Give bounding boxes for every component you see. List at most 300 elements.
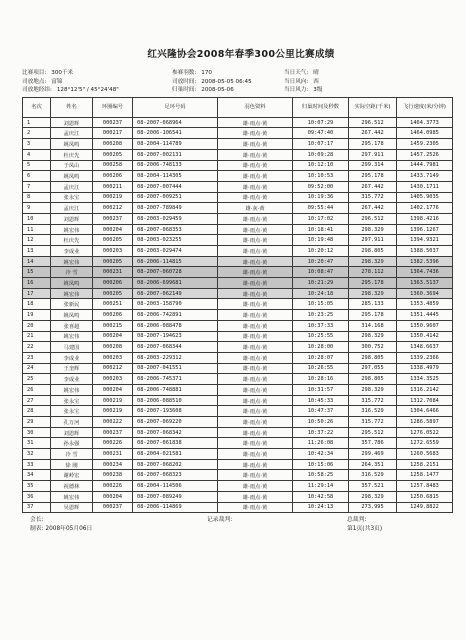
cell-time: 10:10:53 xyxy=(293,171,349,182)
cell-name: 孟庆江 xyxy=(51,181,93,192)
cell-tag: 000231 xyxy=(93,267,133,278)
cell-name: 李成业 xyxy=(51,246,93,257)
cell-tag: 000203 xyxy=(93,374,133,385)
cell-distance: 298.329 xyxy=(349,224,397,235)
cell-name: 冷 雪 xyxy=(51,267,93,278)
cell-rank: 33 xyxy=(23,459,51,470)
cell-rank: 1 xyxy=(23,117,51,128)
cell-name: 孙永强 xyxy=(51,438,93,449)
table-row xyxy=(23,299,453,310)
table-row xyxy=(23,470,453,481)
cell-ring: 08-2007-060728 xyxy=(133,267,218,278)
cell-tag: 000206 xyxy=(93,171,133,182)
cell-ring: 08-2006-106541 xyxy=(133,128,218,139)
table-row xyxy=(23,352,453,363)
table-row xyxy=(23,192,453,203)
cell-feather: 雄·雨点·黄 xyxy=(218,246,293,257)
cell-name: 王奎辉 xyxy=(51,363,93,374)
cell-speed: 1276.0522 xyxy=(397,427,453,438)
cell-rank: 18 xyxy=(23,299,51,310)
cell-speed: 1433.7149 xyxy=(397,171,453,182)
table-row xyxy=(23,171,453,182)
cell-feather: 雄·雨点·黄 xyxy=(218,310,293,321)
cell-time: 10:42:34 xyxy=(293,449,349,460)
race-info-row-1 xyxy=(22,69,456,78)
cell-rank: 17 xyxy=(23,288,51,299)
cell-name: 张永宝 xyxy=(51,406,93,417)
cell-distance: 278.112 xyxy=(349,267,397,278)
cell-feather: 雄·雨点·黄 xyxy=(218,352,293,363)
cell-distance: 295.178 xyxy=(349,139,397,150)
cell-distance: 299.314 xyxy=(349,160,397,171)
cell-tag: 000219 xyxy=(93,192,133,203)
cell-name: 杜庆先 xyxy=(51,149,93,160)
cell-tag: 000231 xyxy=(93,449,133,460)
cell-tag: 000208 xyxy=(93,342,133,353)
cell-time: 10:08:47 xyxy=(293,267,349,278)
cell-tag: 000237 xyxy=(93,213,133,224)
cell-rank: 30 xyxy=(23,427,51,438)
cell-time: 10:37:33 xyxy=(293,320,349,331)
cell-ring: 08-2006-114869 xyxy=(133,502,218,513)
cell-name: 张永宝 xyxy=(51,192,93,203)
cell-tag: 000219 xyxy=(93,395,133,406)
cell-name: 李成业 xyxy=(51,374,93,385)
table-row xyxy=(23,395,453,406)
cell-distance: 267.442 xyxy=(349,128,397,139)
cell-feather: 雄·雨点·黄 xyxy=(218,192,293,203)
bird-count-value: 170 xyxy=(201,70,212,76)
cell-ring: 08-2004-114305 xyxy=(133,171,218,182)
cell-tag: 000237 xyxy=(93,502,133,513)
wind-direction-value: 西 xyxy=(313,78,319,85)
cell-feather: 雄·雨点·黄 xyxy=(218,470,293,481)
cell-distance: 298.329 xyxy=(349,331,397,342)
cell-speed: 1304.6466 xyxy=(397,406,453,417)
release-site-label: 司放地点: xyxy=(22,78,47,85)
cell-name: 于凤山 xyxy=(51,160,93,171)
cell-name: 姚宏伟 xyxy=(51,256,93,267)
cell-name: 张喜超 xyxy=(51,320,93,331)
cell-time: 11:29:14 xyxy=(293,481,349,492)
cell-speed: 1394.9321 xyxy=(397,235,453,246)
cell-time: 10:12:10 xyxy=(293,160,349,171)
cell-tag: 000203 xyxy=(93,246,133,257)
release-site-value: 富锦 xyxy=(51,78,63,85)
cell-distance: 298.329 xyxy=(349,256,397,267)
cell-feather: 雄·雨点·黄 xyxy=(218,224,293,235)
table-row xyxy=(23,278,453,289)
cell-time: 10:20:47 xyxy=(293,256,349,267)
cell-time: 10:26:55 xyxy=(293,363,349,374)
weather-label: 当日天气: xyxy=(284,70,309,76)
cell-distance: 298.805 xyxy=(349,352,397,363)
cell-rank: 5 xyxy=(23,160,51,171)
cell-name: 冷 雪 xyxy=(51,449,93,460)
cell-ring: 08-2006-742891 xyxy=(133,310,218,321)
cell-ring: 08-2006-088478 xyxy=(133,320,218,331)
cell-feather: 雄·雨点·黄 xyxy=(218,139,293,150)
cell-time: 10:15:06 xyxy=(293,459,349,470)
cell-distance: 297.911 xyxy=(349,235,397,246)
header-distance: 实际空距(千米) xyxy=(349,97,397,117)
table-row xyxy=(23,267,453,278)
cell-speed: 1388.5037 xyxy=(397,246,453,257)
cell-speed: 1459.2305 xyxy=(397,139,453,150)
cell-time: 10:09:28 xyxy=(293,149,349,160)
cell-time: 10:19:48 xyxy=(293,235,349,246)
cell-feather: 雄·雨点·黄 xyxy=(218,149,293,160)
cell-rank: 15 xyxy=(23,267,51,278)
cell-time: 11:26:08 xyxy=(293,438,349,449)
cell-rank: 32 xyxy=(23,449,51,460)
page-indicator: 第1页(共3页) xyxy=(347,526,383,533)
cell-speed: 1457.2526 xyxy=(397,149,453,160)
cell-ring: 08-2007-089249 xyxy=(133,491,218,502)
cell-speed: 1338.4979 xyxy=(397,363,453,374)
cell-speed: 1348.6637 xyxy=(397,342,453,353)
cell-speed: 1258.2151 xyxy=(397,459,453,470)
race-info-row-2 xyxy=(22,78,456,87)
cell-speed: 1257.8483 xyxy=(397,481,453,492)
tabulator-label: 制表: xyxy=(30,526,44,533)
header-rank: 名次 xyxy=(23,97,51,117)
cell-rank: 36 xyxy=(23,491,51,502)
cell-name: 姚凤鸣 xyxy=(51,310,93,321)
cell-time: 10:17:02 xyxy=(293,213,349,224)
cell-tag: 000234 xyxy=(93,459,133,470)
cell-tag: 000237 xyxy=(93,117,133,128)
cell-tag: 000219 xyxy=(93,406,133,417)
cell-speed: 1360.3694 xyxy=(397,288,453,299)
table-row xyxy=(23,406,453,417)
cell-speed: 1364.7436 xyxy=(397,267,453,278)
table-row xyxy=(23,235,453,246)
cell-feather: 雄·雨点·黄 xyxy=(218,267,293,278)
cell-feather: 雄·雨点·黄 xyxy=(218,256,293,267)
cell-ring: 08-2007-068353 xyxy=(133,224,218,235)
cell-ring: 08-2007-062149 xyxy=(133,288,218,299)
cell-time: 10:07:17 xyxy=(293,139,349,150)
cell-feather: 雄·雨点·黄 xyxy=(218,331,293,342)
table-row xyxy=(23,181,453,192)
table-row xyxy=(23,502,453,513)
cell-rank: 10 xyxy=(23,213,51,224)
cell-speed: 1353.4859 xyxy=(397,299,453,310)
cell-tag: 000217 xyxy=(93,128,133,139)
table-row xyxy=(23,449,453,460)
cell-name: 刘恩辉 xyxy=(51,117,93,128)
cell-distance: 295.178 xyxy=(349,278,397,289)
cell-speed: 1396.1267 xyxy=(397,224,453,235)
table-row xyxy=(23,491,453,502)
cell-feather: 雄·雨点·黄 xyxy=(218,481,293,492)
cell-name: 谢岭宏 xyxy=(51,470,93,481)
cell-distance: 315.772 xyxy=(349,395,397,406)
header-ring: 足环号码 xyxy=(133,97,218,117)
cell-rank: 16 xyxy=(23,278,51,289)
cell-rank: 29 xyxy=(23,417,51,428)
cell-distance: 285.133 xyxy=(349,299,397,310)
cell-speed: 1249.8822 xyxy=(397,502,453,513)
cell-distance: 357.786 xyxy=(349,438,397,449)
cell-rank: 11 xyxy=(23,224,51,235)
cell-rank: 8 xyxy=(23,192,51,203)
cell-tag: 000205 xyxy=(93,256,133,267)
leader-label: 会长: xyxy=(30,517,44,524)
cell-rank: 28 xyxy=(23,406,51,417)
cell-name: 孟庆江 xyxy=(51,128,93,139)
cell-tag: 000212 xyxy=(93,203,133,214)
table-row xyxy=(23,342,453,353)
table-row xyxy=(23,481,453,492)
cell-time: 10:58:25 xyxy=(293,470,349,481)
cell-name: 孟庆江 xyxy=(51,203,93,214)
table-row xyxy=(23,213,453,224)
cell-ring: 08-2007-041551 xyxy=(133,363,218,374)
table-row xyxy=(23,139,453,150)
cell-tag: 000208 xyxy=(93,139,133,150)
cell-rank: 27 xyxy=(23,395,51,406)
cell-distance: 298.329 xyxy=(349,288,397,299)
cell-tag: 000204 xyxy=(93,491,133,502)
cell-ring: 08-2007-789849 xyxy=(133,203,218,214)
cell-time: 10:19:36 xyxy=(293,192,349,203)
cell-rank: 4 xyxy=(23,149,51,160)
cell-distance: 296.512 xyxy=(349,213,397,224)
cell-ring: 08-2007-061838 xyxy=(133,438,218,449)
header-color: 羽色资料 xyxy=(218,97,293,117)
cell-distance: 264.351 xyxy=(349,459,397,470)
cell-ring: 08-2006-748881 xyxy=(133,384,218,395)
table-row xyxy=(23,224,453,235)
cell-tag: 000237 xyxy=(93,427,133,438)
cell-rank: 21 xyxy=(23,331,51,342)
cell-name: 姚宏伟 xyxy=(51,491,93,502)
cell-speed: 1382.5396 xyxy=(397,256,453,267)
cell-speed: 1312.7084 xyxy=(397,395,453,406)
race-info xyxy=(22,69,456,95)
cell-time: 10:18:41 xyxy=(293,224,349,235)
cell-name: 刘恩辉 xyxy=(51,427,93,438)
cell-ring: 08-2006-088510 xyxy=(133,395,218,406)
chief-label: 总裁判: xyxy=(347,517,367,524)
cell-time: 10:50:26 xyxy=(293,417,349,428)
cell-rank: 9 xyxy=(23,203,51,214)
cell-rank: 22 xyxy=(23,342,51,353)
cell-name: 李成业 xyxy=(51,352,93,363)
cell-feather: 雄·雨点·黄 xyxy=(218,449,293,460)
table-row xyxy=(23,384,453,395)
cell-rank: 14 xyxy=(23,256,51,267)
cell-rank: 7 xyxy=(23,181,51,192)
cell-ring: 08-2007-009251 xyxy=(133,192,218,203)
cell-rank: 13 xyxy=(23,246,51,257)
cell-rank: 25 xyxy=(23,374,51,385)
cell-distance: 267.442 xyxy=(349,181,397,192)
cell-ring: 08-2007-068344 xyxy=(133,342,218,353)
cell-feather: 雄·雨点·黄 xyxy=(218,459,293,470)
cell-tag: 000204 xyxy=(93,331,133,342)
cell-time: 10:15:05 xyxy=(293,299,349,310)
cell-name: 祝德林 xyxy=(51,481,93,492)
cell-tag: 000204 xyxy=(93,384,133,395)
cell-rank: 12 xyxy=(23,235,51,246)
cell-name: 张永宝 xyxy=(51,395,93,406)
cell-feather: 雄·雨点·黄 xyxy=(218,160,293,171)
cell-tag: 000226 xyxy=(93,481,133,492)
table-row xyxy=(23,117,453,128)
signature-footer xyxy=(22,516,456,534)
cell-ring: 08-2006-748133 xyxy=(133,160,218,171)
cell-time: 10:20:12 xyxy=(293,246,349,257)
cell-ring: 08-2007-068202 xyxy=(133,459,218,470)
table-row xyxy=(23,160,453,171)
cell-distance: 296.512 xyxy=(349,117,397,128)
table-row xyxy=(23,374,453,385)
cell-feather: 雄·雨点·黄 xyxy=(218,406,293,417)
cell-speed: 1339.2366 xyxy=(397,352,453,363)
cell-time: 10:07:29 xyxy=(293,117,349,128)
cell-ring: 08-2006-114815 xyxy=(133,256,218,267)
cell-feather: 雄·雨点·黄 xyxy=(218,235,293,246)
cell-ring: 08-2007-068964 xyxy=(133,117,218,128)
cell-time: 10:28:00 xyxy=(293,342,349,353)
table-row xyxy=(23,459,453,470)
cell-distance: 300.752 xyxy=(349,342,397,353)
cell-name: 姚凤鸣 xyxy=(51,278,93,289)
cell-speed: 1272.6559 xyxy=(397,438,453,449)
cell-distance: 295.178 xyxy=(349,171,397,182)
cell-distance: 298.805 xyxy=(349,374,397,385)
cell-name: 徐 刚 xyxy=(51,459,93,470)
cell-time: 10:21:29 xyxy=(293,278,349,289)
release-time-value: 2008-05-05 06:45 xyxy=(201,78,252,85)
cell-time: 10:24:13 xyxy=(293,502,349,513)
cell-name: 姚宏伟 xyxy=(51,384,93,395)
cell-rank: 24 xyxy=(23,363,51,374)
weather-value: 晴 xyxy=(313,70,319,76)
cell-time: 10:28:16 xyxy=(293,374,349,385)
table-row xyxy=(23,320,453,331)
coordinates-value: 128°12'5" / 45°24'48" xyxy=(56,87,119,94)
cell-tag: 000206 xyxy=(93,310,133,321)
cell-distance: 298.329 xyxy=(349,384,397,395)
cell-rank: 35 xyxy=(23,481,51,492)
header-time: 归巢时间及秒数 xyxy=(293,97,349,117)
cell-ring: 08-2007-068323 xyxy=(133,470,218,481)
cell-tag: 000203 xyxy=(93,352,133,363)
cell-feather: 雄·雨点·黄 xyxy=(218,299,293,310)
cell-tag: 000251 xyxy=(93,299,133,310)
cell-distance: 298.329 xyxy=(349,491,397,502)
cell-rank: 23 xyxy=(23,352,51,363)
cell-name: 姚凤鸣 xyxy=(51,171,93,182)
cell-time: 10:25:55 xyxy=(293,331,349,342)
cell-rank: 3 xyxy=(23,139,51,150)
cell-time: 10:24:18 xyxy=(293,288,349,299)
cell-ring: 08-2003-029474 xyxy=(133,246,218,257)
cell-distance: 297.055 xyxy=(349,363,397,374)
cell-tag: 000204 xyxy=(93,224,133,235)
cell-ring: 08-2003-023255 xyxy=(133,235,218,246)
cell-feather: 雄·雨点·黄 xyxy=(218,128,293,139)
cell-speed: 1334.3525 xyxy=(397,374,453,385)
cell-feather: 雄·灰·黄 xyxy=(218,203,293,214)
cell-feather: 雄·雨点·黄 xyxy=(218,288,293,299)
cell-feather: 雄·雨点·黄 xyxy=(218,278,293,289)
cell-speed: 1444.7981 xyxy=(397,160,453,171)
cell-ring: 08-2007-069220 xyxy=(133,417,218,428)
cell-speed: 1430.1711 xyxy=(397,181,453,192)
cell-tag: 000212 xyxy=(93,363,133,374)
cell-speed: 1260.5683 xyxy=(397,449,453,460)
cell-ring: 08-2006-699681 xyxy=(133,278,218,289)
cell-speed: 1363.5137 xyxy=(397,278,453,289)
cell-time: 10:45:33 xyxy=(293,395,349,406)
cell-distance: 299.469 xyxy=(349,449,397,460)
cell-rank: 6 xyxy=(23,171,51,182)
cell-rank: 2 xyxy=(23,128,51,139)
cell-speed: 1350.9607 xyxy=(397,320,453,331)
cell-rank: 19 xyxy=(23,310,51,321)
cell-name: 孔万河 xyxy=(51,417,93,428)
cell-speed: 1402.1776 xyxy=(397,203,453,214)
cell-name: 吴恩辉 xyxy=(51,502,93,513)
cell-distance: 315.772 xyxy=(349,192,397,203)
cell-name: 姚宏伟 xyxy=(51,224,93,235)
cell-tag: 000226 xyxy=(93,438,133,449)
cell-feather: 雄·雨点·黄 xyxy=(218,320,293,331)
table-row xyxy=(23,417,453,428)
cell-ring: 08-2004-114506 xyxy=(133,481,218,492)
cell-feather: 雄·雨点·黄 xyxy=(218,384,293,395)
table-row xyxy=(23,438,453,449)
return-date-value: 2008-05-06 xyxy=(201,87,234,94)
bird-count-label: 参赛羽数: xyxy=(172,70,197,76)
table-row xyxy=(23,310,453,321)
results-table xyxy=(22,97,453,513)
cell-speed: 1464.3773 xyxy=(397,117,453,128)
cell-ring: 08-2006-745371 xyxy=(133,374,218,385)
cell-distance: 315.772 xyxy=(349,417,397,428)
wind-force-value: 3级 xyxy=(313,87,323,94)
cell-feather: 雄·雨点·黄 xyxy=(218,117,293,128)
return-date-label: 归巢时间: xyxy=(172,87,197,94)
cell-ring: 08-2007-002131 xyxy=(133,149,218,160)
cell-name: 姚宏伟 xyxy=(51,288,93,299)
cell-time: 10:37:22 xyxy=(293,427,349,438)
header-tag: 环圈编号 xyxy=(93,97,133,117)
cell-ring: 08-2007-007444 xyxy=(133,181,218,192)
table-row xyxy=(23,363,453,374)
cell-distance: 316.529 xyxy=(349,470,397,481)
cell-speed: 1250.6815 xyxy=(397,491,453,502)
cell-feather: 雄·雨点·黄 xyxy=(218,342,293,353)
cell-ring: 08-2004-114789 xyxy=(133,139,218,150)
cell-rank: 26 xyxy=(23,384,51,395)
cell-rank: 34 xyxy=(23,470,51,481)
recorder-label: 记录裁判: xyxy=(207,517,233,524)
cell-name: 杜庆先 xyxy=(51,235,93,246)
document-title: 红兴隆协会2008年春季300公里比赛成绩 xyxy=(147,49,335,60)
release-time-label: 司放时间: xyxy=(172,78,197,85)
cell-time: 10:31:57 xyxy=(293,384,349,395)
table-row xyxy=(23,331,453,342)
cell-distance: 357.521 xyxy=(349,481,397,492)
cell-tag: 000215 xyxy=(93,320,133,331)
coordinates-label: 司放地经纬: xyxy=(22,87,52,94)
